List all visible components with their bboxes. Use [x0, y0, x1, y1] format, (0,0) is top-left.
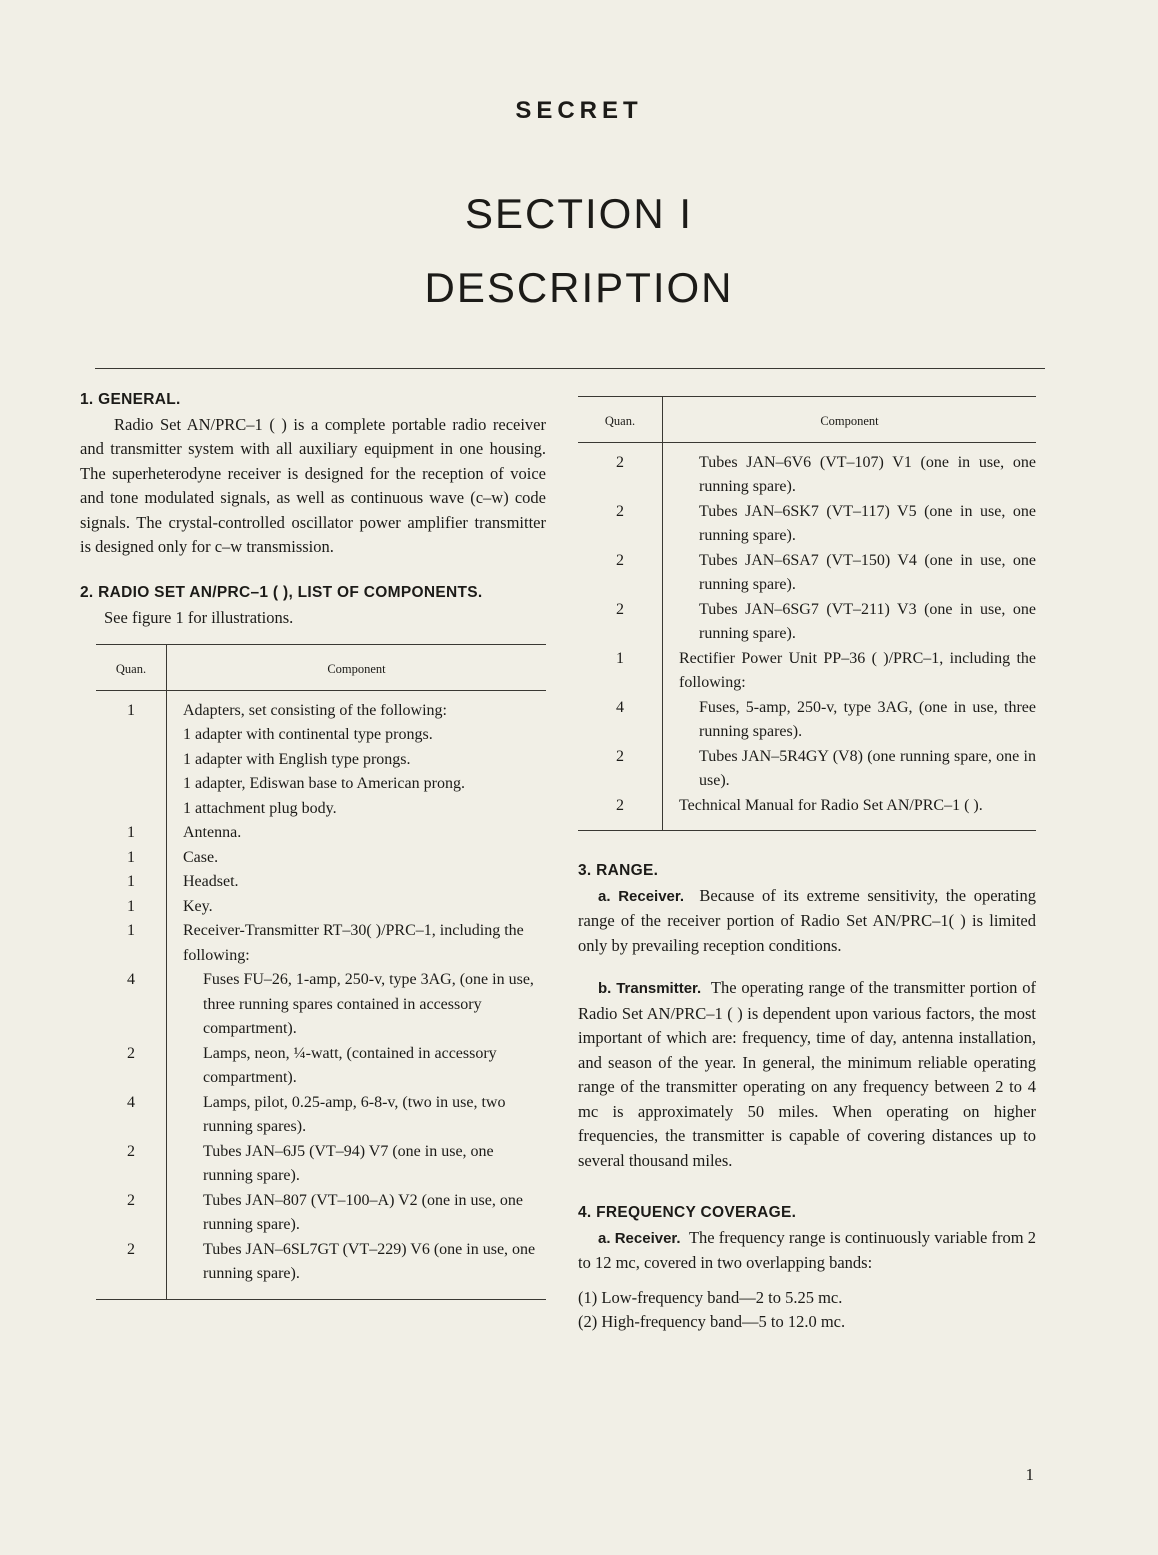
table-row: [578, 696, 1036, 745]
component-line: Tubes JAN–6SA7 (VT–150) V4 (one in use, one running spare).: [699, 551, 1036, 593]
table-row: [578, 598, 1036, 647]
section-4a-paragraph: [578, 1226, 1036, 1276]
component-cell: [167, 1140, 547, 1189]
section-3b-label: b. Transmitter.: [598, 980, 702, 997]
component-cell: [663, 598, 1037, 647]
table-row: [96, 846, 546, 871]
component-line: Technical Manual for Radio Set AN/PRC–1 ( ).: [679, 796, 983, 814]
header-divider: [95, 368, 1045, 369]
table-row: [96, 919, 546, 968]
section-2-body: See figure 1 for illustrations.: [104, 607, 294, 627]
component-line: Tubes JAN–6V6 (VT–107) V1 (one in use, one running spare).: [699, 453, 1036, 495]
quantity-cell: 2: [96, 1140, 167, 1189]
component-line: Tubes JAN–6J5 (VT–94) V7 (one in use, one running spare).: [203, 1142, 494, 1184]
quantity-cell: 4: [96, 1091, 167, 1140]
quantity-cell: 1: [96, 870, 167, 895]
column-header-quan: Quan.: [96, 645, 167, 691]
component-line: Tubes JAN–807 (VT–100–A) V2 (one in use, one running spare).: [203, 1191, 523, 1233]
component-line: Fuses, 5-amp, 250-v, type 3AG, (one in use, three running spares).: [699, 698, 1036, 740]
component-cell: [167, 870, 547, 895]
classification-marking: SECRET: [515, 97, 643, 124]
band-2-line: (2) High-frequency band—5 to 12.0 mc.: [578, 1312, 846, 1331]
quantity-cell: 1: [96, 821, 167, 846]
quantity-cell: 2: [578, 745, 663, 794]
component-line: Fuses FU–26, 1-amp, 250-v, type 3AG, (one in use, three running spares contained in accessory compartment).: [203, 971, 534, 1037]
component-cell: [663, 794, 1037, 831]
table-row: [96, 968, 546, 1042]
component-line: Case.: [183, 848, 219, 866]
components-table-left: [96, 644, 546, 1300]
quantity-cell: 2: [578, 598, 663, 647]
section-3-heading: 3. RANGE.: [578, 862, 659, 879]
section-2-heading: 2. RADIO SET AN/PRC–1 ( ), LIST OF COMPONENTS.: [80, 583, 483, 601]
component-line: 1 attachment plug body.: [183, 799, 337, 817]
component-line: 1 adapter with English type prongs.: [183, 750, 411, 768]
quantity-cell: 1: [96, 919, 167, 968]
section-title: DESCRIPTION: [424, 264, 734, 311]
component-cell: [167, 1189, 547, 1238]
component-cell: [663, 549, 1037, 598]
component-cell: [167, 1091, 547, 1140]
component-line: 1 adapter, Ediswan base to American prong.: [183, 775, 465, 792]
component-cell: [167, 895, 547, 920]
quantity-cell: 2: [578, 500, 663, 549]
table-row: [578, 500, 1036, 549]
component-line: Lamps, neon, ¼-watt, (contained in accessory compartment).: [203, 1044, 497, 1086]
component-cell: [663, 500, 1037, 549]
table-row: [96, 690, 546, 821]
table-row: [578, 442, 1036, 500]
component-line: Tubes JAN–6SG7 (VT–211) V3 (one in use, one running spare).: [699, 600, 1036, 642]
band-1-line: (1) Low-frequency band—2 to 5.25 mc.: [578, 1287, 843, 1307]
component-line: Headset.: [183, 873, 239, 890]
table-row: [578, 745, 1036, 794]
quantity-cell: 2: [96, 1238, 167, 1300]
table-row: [578, 794, 1036, 831]
component-line: Antenna.: [183, 824, 242, 841]
section-4a-body: The frequency range is continuously variable from 2 to 12 mc, covered in two overlapping bands:: [578, 1227, 1037, 1272]
column-header-component: Component: [663, 397, 1037, 443]
component-cell: [167, 846, 547, 871]
table-row: [96, 821, 546, 846]
component-cell: [167, 1042, 547, 1091]
component-line: Tubes JAN–6SK7 (VT–117) V5 (one in use, one running spare).: [699, 502, 1036, 544]
table-row: [96, 1189, 546, 1238]
section-3a-label: a. Receiver.: [598, 887, 685, 905]
component-line: Adapters, set consisting of the following:: [183, 701, 447, 719]
component-line: Key.: [183, 897, 213, 915]
table-row: [96, 1140, 546, 1189]
component-line: Receiver-Transmitter RT–30( )/PRC–1, including the following:: [183, 922, 524, 964]
quantity-cell: 2: [578, 549, 663, 598]
quantity-cell: 2: [578, 442, 663, 500]
component-line: Lamps, pilot, 0.25-amp, 6-8-v, (two in use, two running spares).: [203, 1093, 506, 1135]
section-3b-paragraph: [578, 976, 1036, 1173]
table-row: [96, 1042, 546, 1091]
component-line: Rectifier Power Unit PP–36 ( )/PRC–1, including the following:: [679, 649, 1036, 691]
quantity-cell: 1: [578, 647, 663, 696]
component-cell: [167, 968, 547, 1042]
component-cell: [167, 1238, 547, 1300]
right-column: [578, 396, 1036, 1335]
component-cell: [167, 821, 547, 846]
component-cell: [663, 745, 1037, 794]
component-cell: [663, 442, 1037, 500]
page-number: 1: [1025, 1465, 1034, 1484]
quantity-cell: 1: [96, 895, 167, 920]
components-table-right: [578, 396, 1036, 831]
section-4-heading: 4. FREQUENCY COVERAGE.: [578, 1204, 797, 1221]
quantity-cell: 1: [96, 690, 167, 821]
left-column: [80, 388, 546, 1300]
component-line: 1 adapter with continental type prongs.: [183, 726, 433, 743]
component-line: Tubes JAN–5R4GY (V8) (one running spare, one in use).: [699, 747, 1036, 789]
section-3a-paragraph: [578, 884, 1036, 959]
quantity-cell: 2: [96, 1042, 167, 1091]
table-row: [578, 647, 1036, 696]
quantity-cell: 2: [578, 794, 663, 831]
table-row: [96, 1091, 546, 1140]
column-header-quan: Quan.: [578, 397, 663, 443]
quantity-cell: 2: [96, 1189, 167, 1238]
quantity-cell: 4: [96, 968, 167, 1042]
quantity-cell: 4: [578, 696, 663, 745]
section-1-heading: 1. GENERAL.: [80, 391, 181, 408]
quantity-cell: 1: [96, 846, 167, 871]
component-cell: [663, 696, 1037, 745]
section-4a-label: a. Receiver.: [598, 1229, 681, 1247]
section-1-body: Radio Set AN/PRC–1 ( ) is a complete portable radio receiver and transmitter system with all auxiliary equipment in one housing. The superheterodyne receiver is designed for the reception of voice and tone modulated signals, as well as continuous wave (c–w) code signals. The crystal-controlled oscillator power amplifier transmitter is designed only for c–w transmission.: [80, 414, 546, 556]
table-row: [96, 1238, 546, 1300]
component-cell: [663, 647, 1037, 696]
section-number: SECTION I: [464, 190, 694, 237]
table-row: [578, 549, 1036, 598]
component-cell: [167, 919, 547, 968]
table-row: [96, 870, 546, 895]
table-row: [96, 895, 546, 920]
section-3a-body: Because of its extreme sensitivity, the operating range of the receiver portion of Radio Set AN/PRC–1( ) is limited only by prevailing reception conditions.: [578, 885, 1037, 955]
component-line: Tubes JAN–6SL7GT (VT–229) V6 (one in use, one running spare).: [203, 1240, 536, 1282]
column-header-component: Component: [167, 645, 547, 691]
section-3b-body: The operating range of the transmitter portion of Radio Set AN/PRC–1 ( ) is dependent upon various factors, the most important of which are: frequency, time of day, antenna installation, and season of the year. In general, the minimum reliable operating range of the transmitter operating on any frequency between 2 to 4 mc is approximately 50 miles. When operating on higher frequencies, the transmitter is capable of covering distances up to several thousand miles.: [578, 978, 1036, 1170]
component-cell: [167, 690, 547, 821]
